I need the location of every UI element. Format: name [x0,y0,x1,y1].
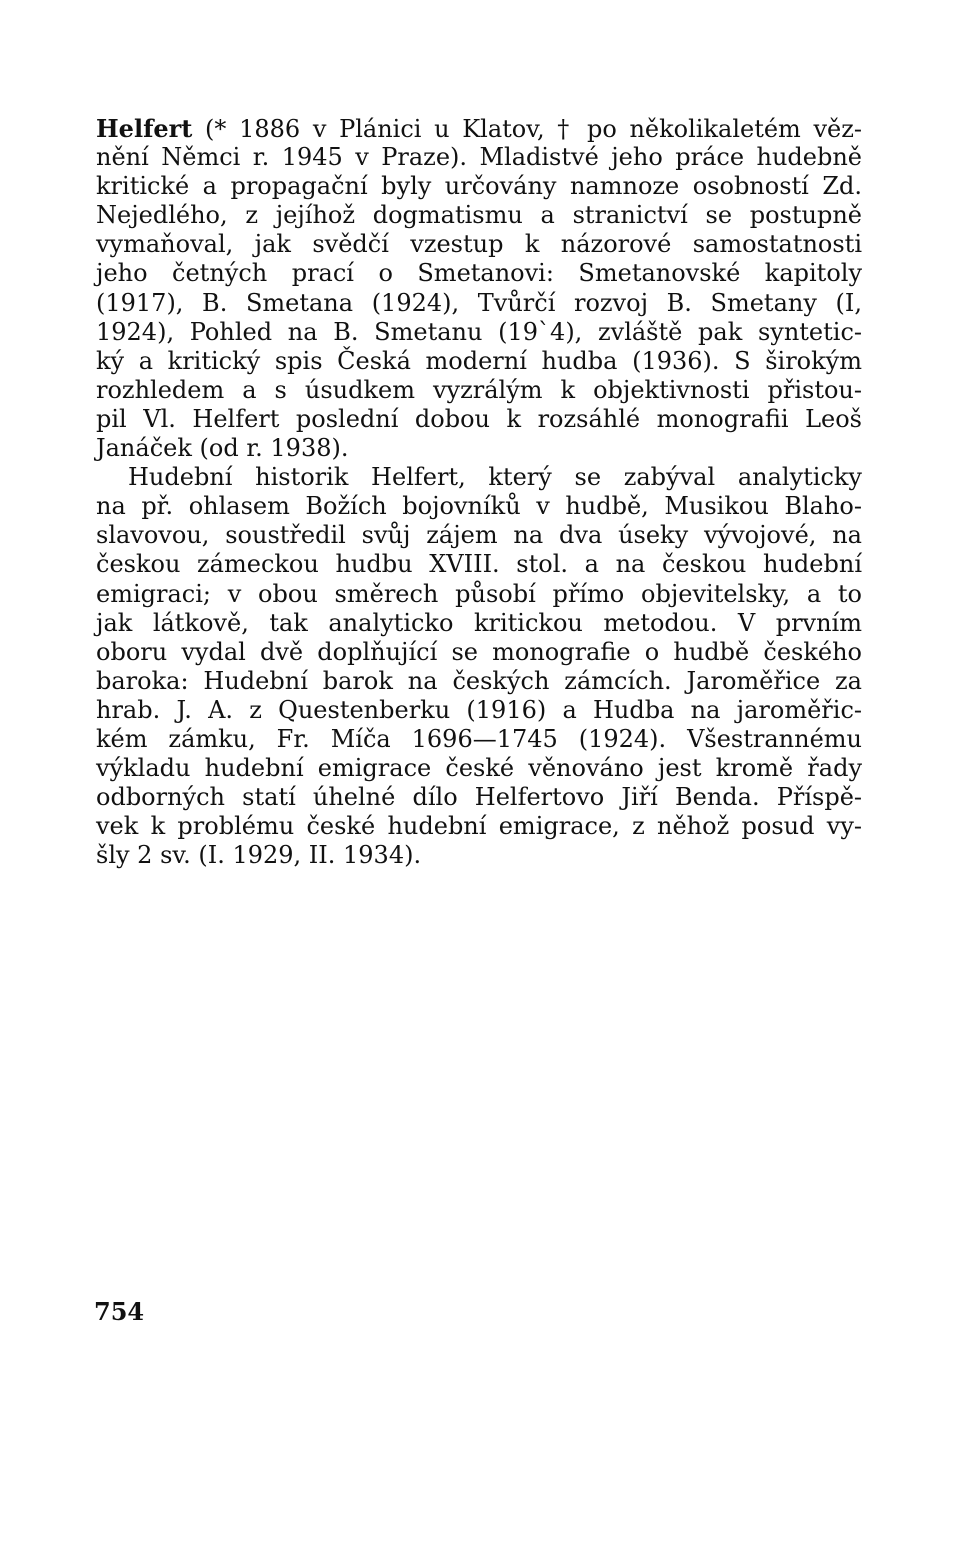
entry-line-4: Nejedlého, z jejíhož dogmatismu a stranictví se postupně [96,201,862,230]
paragraph-2-line-4: českou zámeckou hudbu XVIII. stol. a na českou hudební [96,550,862,579]
paragraph-2-line-11: výkladu hudební emigrace české věnováno jest kromě řady [96,754,862,783]
entry-line-2: nění Němci r. 1945 v Praze). Mladistvé jeho práce hudebně [96,143,862,172]
entry-line-1-text: (* 1886 v Plánici u Klatov, † po několikaletém věz- [192,115,862,143]
paragraph-2-line-10: kém zámku, Fr. Míča 1696—1745 (1924). Všestrannému [96,724,862,753]
paragraph-2-line-6: jak látkově, tak analyticko kritickou metodou. V prvním [96,608,862,637]
entry-line-10: rozhledem a s úsudkem vyzrálým k objektivnosti přistou- [96,375,862,404]
paragraph-2-line-12: odborných statí úhelné dílo Helfertovo Jiří Benda. Příspě- [96,783,862,812]
paragraph-2-line-7: oboru vydal dvě doplňující se monografie o hudbě českého [96,637,862,666]
entry-line-7: (1917), B. Smetana (1924), Tvůrčí rozvoj B. Smetany (I, [96,288,862,317]
paragraph-2-line-3: slavovou, soustředil svůj zájem na dva úseky vývojové, na [96,521,862,550]
entry-line-8: 1924), Pohled na B. Smetanu (19`4), zvláště pak syntetic- [96,317,862,346]
paragraph-2-line-1: Hudební historik Helfert, který se zabýval analyticky [128,463,862,492]
page-text [96,114,862,870]
paragraph-2-line-5: emigraci; v obou směrech působí přímo objevitelsky, a to [96,579,862,608]
paragraph-2-line-8: baroka: Hudební barok na českých zámcích. Jaroměřice za [96,666,862,695]
headword: Helfert [96,114,193,143]
entry-line-12: Janáček (od r. 1938). [96,434,349,463]
entry-line-9: ký a kritický spis Česká moderní hudba (1936). S širokým [96,346,862,375]
entry-line-5: vymaňoval, jak svědčí vzestup k názorové samostatnosti [96,230,862,259]
entry-line-11: pil Vl. Helfert poslední dobou k rozsáhlé monografii Leoš [96,404,862,433]
paragraph-2-line-9: hrab. J. A. z Questenberku (1916) a Hudba na jaroměřic- [96,695,862,724]
entry-line-6: jeho četných prací o Smetanovi: Smetanovské kapitoly [96,259,862,288]
entry-line-3: kritické a propagační byly určovány namnoze osobností Zd. [96,172,862,201]
page-number: 754 [94,1297,145,1326]
paragraph-2-line-2: na př. ohlasem Božích bojovníků v hudbě, Musikou Blaho- [96,492,862,521]
paragraph-2-line-13: vek k problému české hudební emigrace, z něhož posud vy- [96,812,862,841]
paragraph-2-line-14: šly 2 sv. (I. 1929, II. 1934). [96,841,422,870]
entry-line-1 [96,114,862,143]
